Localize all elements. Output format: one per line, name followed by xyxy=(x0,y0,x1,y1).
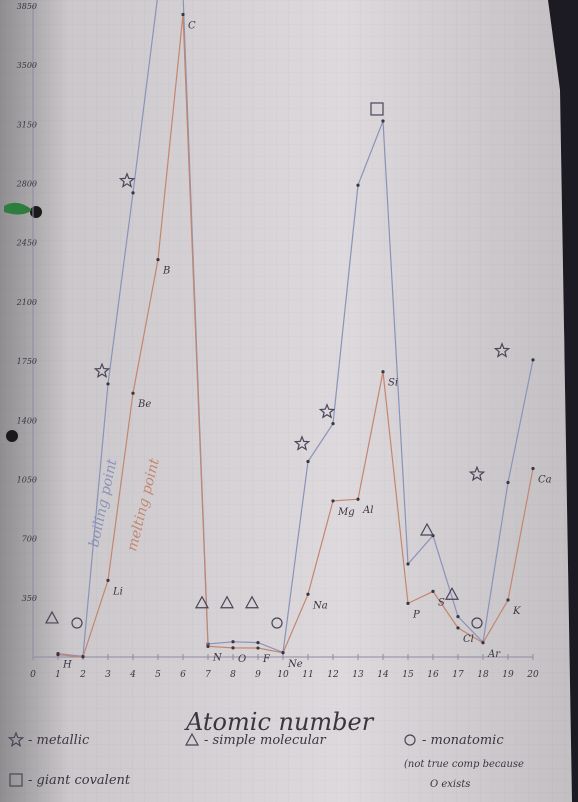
binder-hole xyxy=(30,206,42,218)
element-label: P xyxy=(413,609,420,621)
element-label: Li xyxy=(113,586,123,598)
x-tick-label: 0 xyxy=(30,670,36,680)
element-label: Ca xyxy=(538,474,552,486)
y-tick-label: 2450 xyxy=(16,238,37,248)
data-point xyxy=(131,392,134,395)
x-tick-label: 15 xyxy=(402,670,414,680)
y-tick-label: 350 xyxy=(21,593,37,603)
x-tick-label: 8 xyxy=(230,670,236,680)
y-tick-label: 1400 xyxy=(16,416,37,426)
legend-label: - giant covalent xyxy=(28,773,131,788)
data-point xyxy=(456,615,459,618)
x-tick-label: 2 xyxy=(80,670,86,680)
element-label: C xyxy=(188,20,196,32)
y-tick-label: 3150 xyxy=(16,120,37,130)
y-tick-label: 1750 xyxy=(16,357,37,367)
data-point xyxy=(231,640,234,643)
x-tick-label: 14 xyxy=(377,670,389,680)
x-tick-label: 19 xyxy=(502,670,514,680)
x-tick-label: 16 xyxy=(427,670,439,680)
element-label: H xyxy=(63,659,72,671)
x-tick-label: 7 xyxy=(205,670,211,680)
legend-note: (not true comp because xyxy=(404,759,524,770)
data-point xyxy=(531,467,534,470)
data-point xyxy=(356,184,359,187)
x-tick-label: 3 xyxy=(105,670,111,680)
data-point xyxy=(281,651,284,654)
element-label: O xyxy=(238,653,247,665)
data-point xyxy=(381,119,384,122)
data-point xyxy=(506,598,509,601)
x-tick-labels xyxy=(30,670,539,680)
legend-label: - monatomic xyxy=(422,733,504,748)
element-label: B xyxy=(163,265,171,277)
data-point xyxy=(481,641,484,644)
y-tick-label: 1050 xyxy=(16,475,37,485)
data-point xyxy=(331,422,334,425)
data-point xyxy=(306,593,309,596)
x-tick-label: 4 xyxy=(130,670,136,680)
data-point xyxy=(456,626,459,629)
data-point xyxy=(406,602,409,605)
element-label: Be xyxy=(138,399,152,411)
x-tick-label: 13 xyxy=(352,670,364,680)
element-label: Ar xyxy=(488,648,501,660)
data-point xyxy=(381,370,384,373)
data-point xyxy=(181,13,184,16)
data-point xyxy=(106,382,109,385)
element-label: Ne xyxy=(288,658,303,670)
data-point xyxy=(431,590,434,593)
element-label: F xyxy=(263,654,270,666)
x-tick-label: 5 xyxy=(155,670,161,680)
element-label: Si xyxy=(388,377,399,389)
vertical-label-melting: melting point xyxy=(124,456,163,553)
x-tick-label: 17 xyxy=(452,670,464,680)
data-point xyxy=(506,481,509,484)
x-tick-label: 20 xyxy=(527,670,539,680)
legend-note-2: O exists xyxy=(430,779,471,790)
x-axis-title: Atomic number xyxy=(186,708,374,736)
y-tick-label: 2800 xyxy=(16,179,37,189)
x-tick-label: 6 xyxy=(180,670,186,680)
data-point xyxy=(81,655,84,658)
y-tick-label: 2100 xyxy=(16,297,37,307)
x-tick-label: 11 xyxy=(302,670,314,680)
y-tick-label: 700 xyxy=(21,534,37,544)
data-point xyxy=(331,499,334,502)
data-point xyxy=(131,191,134,194)
legend-label: - metallic xyxy=(28,733,90,748)
data-point xyxy=(206,645,209,648)
element-label: Cl xyxy=(463,633,474,645)
element-label: Mg xyxy=(338,506,355,518)
data-point xyxy=(256,641,259,644)
data-point xyxy=(156,258,159,261)
data-point xyxy=(256,646,259,649)
x-tick-label: 1 xyxy=(55,670,61,680)
data-point xyxy=(306,460,309,463)
vertical-label-boiling: boiling point xyxy=(86,457,121,549)
y-tick-label: 3500 xyxy=(16,61,37,71)
element-label: K xyxy=(513,606,521,618)
x-tick-label: 10 xyxy=(277,670,289,680)
x-tick-label: 18 xyxy=(477,670,489,680)
data-point xyxy=(231,646,234,649)
element-label: S xyxy=(438,597,445,609)
y-tick-label: 3850 xyxy=(16,2,37,11)
binder-hole xyxy=(6,430,18,442)
element-label: N xyxy=(213,652,222,664)
element-label: Al xyxy=(363,505,374,517)
data-point xyxy=(106,579,109,582)
data-point xyxy=(356,498,359,501)
x-tick-label: 9 xyxy=(255,670,261,680)
legend-label: - simple molecular xyxy=(204,733,326,748)
element-label: Na xyxy=(313,600,328,612)
data-point xyxy=(56,653,59,656)
x-tick-label: 12 xyxy=(327,670,339,680)
data-point xyxy=(531,358,534,361)
data-point xyxy=(406,562,409,565)
